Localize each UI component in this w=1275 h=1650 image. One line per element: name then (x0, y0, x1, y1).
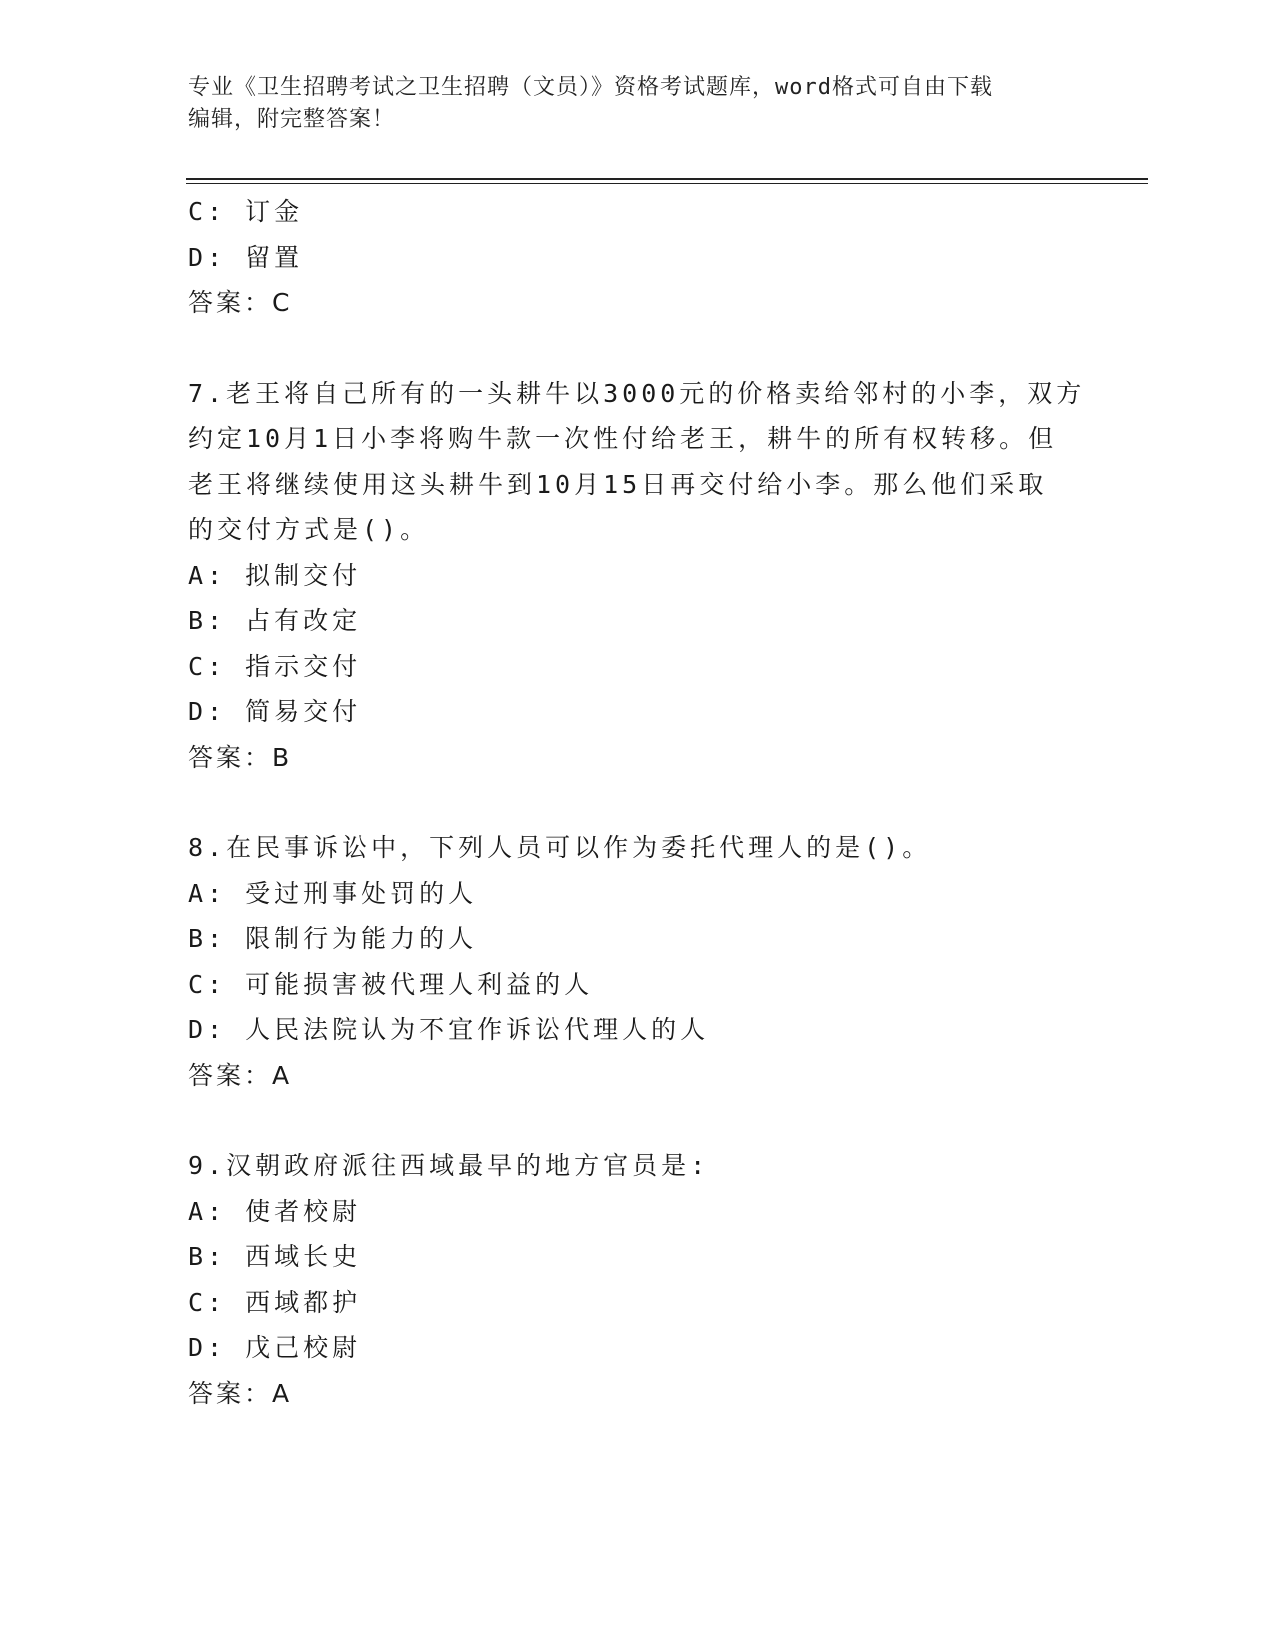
answer-line: 答案：C (188, 288, 293, 317)
answer-line: 答案：A (188, 1060, 293, 1090)
option-c: C: 指示交付 (188, 651, 362, 681)
option-d: D: 戊己校尉 (188, 1333, 362, 1362)
header-rule-thin (186, 183, 1148, 184)
option-c: C: 西域都护 (188, 1287, 362, 1317)
partial-question (188, 189, 1088, 326)
option-a: A: 受过刑事处罚的人 (188, 878, 478, 908)
option-b: B: 西域长史 (188, 1242, 362, 1271)
question-stem-line: 9.汉朝政府派往西域最早的地方官员是: (188, 1151, 710, 1180)
question-stem-line: 7.老王将自己所有的一头耕牛以3000元的价格卖给邻村的小李，双方 (188, 378, 1086, 408)
option-d: D: 简易交付 (188, 697, 362, 726)
answer-line: 答案：A (188, 1378, 293, 1408)
option-b: B: 限制行为能力的人 (188, 924, 478, 953)
option-a: A: 使者校尉 (188, 1196, 362, 1226)
option-b: B: 占有改定 (188, 606, 362, 635)
question-7 (188, 371, 1088, 781)
header-line-1: 专业《卫生招聘考试之卫生招聘（文员）》资格考试题库，word格式可自由下载 (188, 75, 993, 100)
header-rule-thick (186, 178, 1148, 180)
option-c: C: 可能损害被代理人利益的人 (188, 969, 594, 999)
answer-line: 答案：B (188, 742, 293, 772)
question-content (188, 189, 1088, 1416)
question-9 (188, 1143, 1088, 1416)
question-8 (188, 825, 1088, 1098)
option-d: D: 人民法院认为不宜作诉讼代理人的人 (188, 1015, 710, 1044)
option-a: A: 拟制交付 (188, 560, 362, 590)
option-c: C: 订金 (188, 197, 304, 226)
question-stem-line: 的交付方式是()。 (188, 515, 430, 544)
question-stem-line: 约定10月1日小李将购牛款一次性付给老王，耕牛的所有权转移。但 (188, 424, 1058, 453)
header-line-2: 编辑，附完整答案！ (188, 107, 396, 132)
question-stem-line: 8.在民事诉讼中，下列人员可以作为委托代理人的是()。 (188, 833, 932, 862)
page-header (188, 72, 1068, 136)
question-stem-line: 老王将继续使用这头耕牛到10月15日再交付给小李。那么他们采取 (188, 469, 1048, 499)
option-d: D: 留置 (188, 242, 304, 272)
